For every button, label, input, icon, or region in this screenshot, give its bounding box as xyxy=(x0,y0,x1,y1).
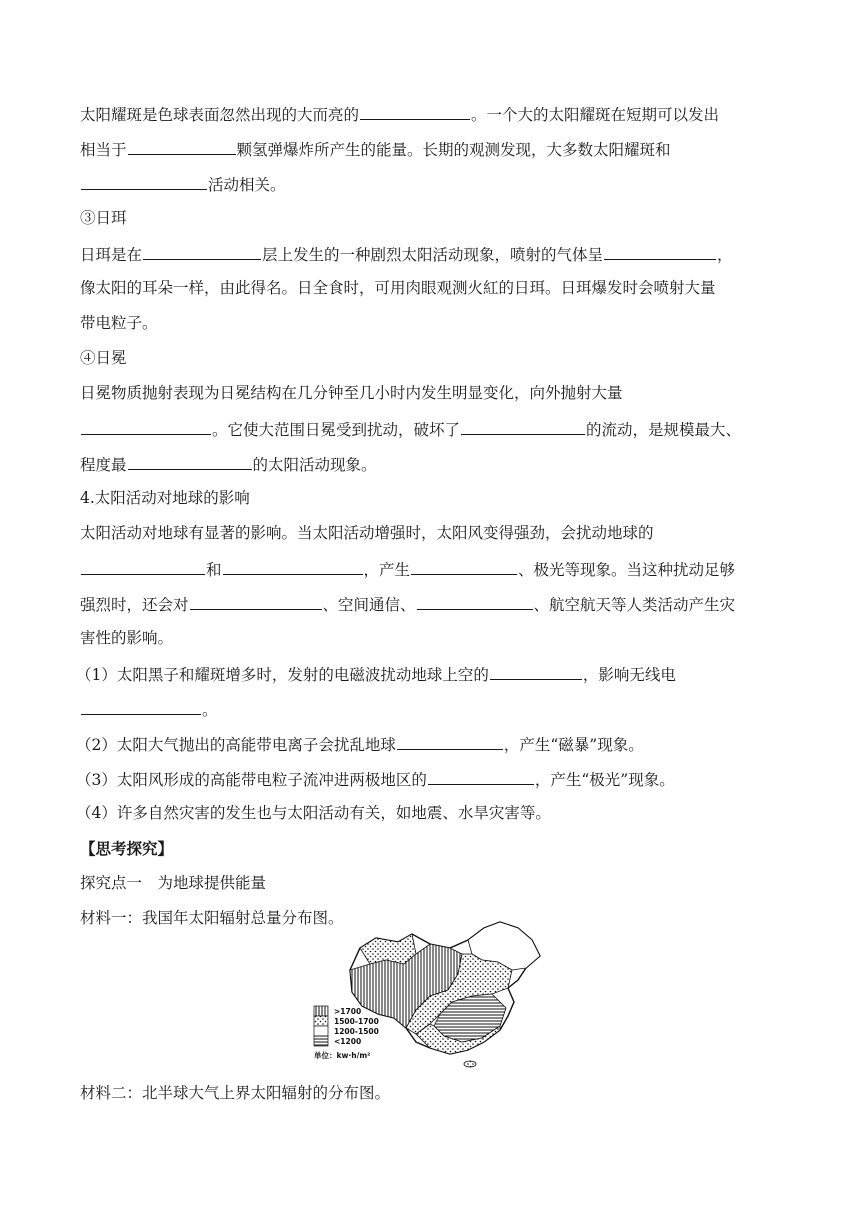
text-line: 太阳耀斑是色球表面忽然出现的大而亮的 。一个大的太阳耀斑在短期可以发出 xyxy=(80,106,720,124)
answer-blank[interactable] xyxy=(128,139,236,155)
svg-text:>1700: >1700 xyxy=(334,1007,362,1016)
text-line: 像太阳的耳朵一样，由此得名。日全食时，可用肉眼观测火紅的日珥。日珥爆发时会喷射大量 xyxy=(80,279,716,297)
section-heading: ④日冕 xyxy=(80,349,127,367)
answer-blank[interactable] xyxy=(604,244,716,260)
document-body xyxy=(76,104,785,944)
china-solar-radiation-map xyxy=(312,918,548,1068)
figure-caption: 材料二：北半球大气上界太阳辐射的分布图。 xyxy=(80,1084,391,1102)
answer-blank[interactable] xyxy=(190,594,322,610)
answer-blank[interactable] xyxy=(461,419,585,435)
answer-blank[interactable] xyxy=(417,594,533,610)
answer-blank[interactable] xyxy=(81,419,211,435)
text-line: 和 ，产生 、极光等现象。当这种扰动足够 xyxy=(80,559,785,578)
answer-blank[interactable] xyxy=(411,559,517,575)
text-line: （1）太阳黑子和耀斑增多时，发射的电磁波扰动地球上空的 ，影响无线电 xyxy=(76,666,676,684)
answer-blank[interactable] xyxy=(143,244,261,260)
text-line: 相当于 颗氢弹爆炸所产生的能量。长期的观测发现，大多数太阳耀斑和 xyxy=(80,141,671,159)
text-line: 强烈时，还会对 、空间通信、 、航空航天等人类活动产生灾 xyxy=(80,596,736,614)
text-line: 探究点一 为地球提供能量 xyxy=(80,874,267,892)
text-line: （2）太阳大气抛出的高能带电离子会扰乱地球 ，产生“磁暴”现象。 xyxy=(76,736,644,754)
answer-blank[interactable] xyxy=(490,664,582,680)
answer-blank[interactable] xyxy=(128,454,252,470)
section-heading: 【思考探究】 xyxy=(80,839,174,858)
text-line: 活动相关。 xyxy=(80,174,785,193)
svg-text:<1200: <1200 xyxy=(334,1037,362,1046)
answer-blank[interactable] xyxy=(81,174,207,190)
text-line: 日冕物质抛射表现为日冕结构在几分钟至几小时内发生明显变化，向外抛射大量 xyxy=(80,384,623,402)
svg-text:1500-1700: 1500-1700 xyxy=(334,1017,379,1026)
answer-blank[interactable] xyxy=(397,734,503,750)
text-line: 。 xyxy=(80,699,785,718)
svg-text:1200-1500: 1200-1500 xyxy=(334,1027,379,1036)
text-line: 害性的影响。 xyxy=(80,629,174,647)
section-heading: ③日珥 xyxy=(80,209,127,227)
text-line: 日珥是在 层上发生的一种剧烈太阳活动现象，喷射的气体呈 ， xyxy=(80,246,733,264)
text-line: 。它使大范围日冕受到扰动，破坏了 的流动，是规模最大、 xyxy=(80,419,785,438)
section-heading: 4.太阳活动对地球的影响 xyxy=(80,489,250,507)
answer-blank[interactable] xyxy=(223,559,363,575)
text-line: （3）太阳风形成的高能带电粒子流冲进两极地区的 ，产生“极光”现象。 xyxy=(76,771,675,789)
answer-blank[interactable] xyxy=(81,699,201,715)
text-line: 程度最 的太阳活动现象。 xyxy=(80,456,377,474)
text-line: 带电粒子。 xyxy=(80,314,158,332)
answer-blank[interactable] xyxy=(81,559,205,575)
text-line: （4）许多自然灾害的发生也与太阳活动有关，如地震、水旱灾害等。 xyxy=(76,804,551,822)
answer-blank[interactable] xyxy=(360,104,470,120)
map-legend xyxy=(314,1006,379,1060)
answer-blank[interactable] xyxy=(428,769,534,785)
svg-text:单位：kw·h/m²: 单位：kw·h/m² xyxy=(314,1051,371,1060)
figure-caption: 材料一：我国年太阳辐射总量分布图。 xyxy=(80,909,344,927)
text-line: 太阳活动对地球有显著的影响。当太阳活动增强时，太阳风变得强劲，会扰动地球的 xyxy=(80,524,654,542)
